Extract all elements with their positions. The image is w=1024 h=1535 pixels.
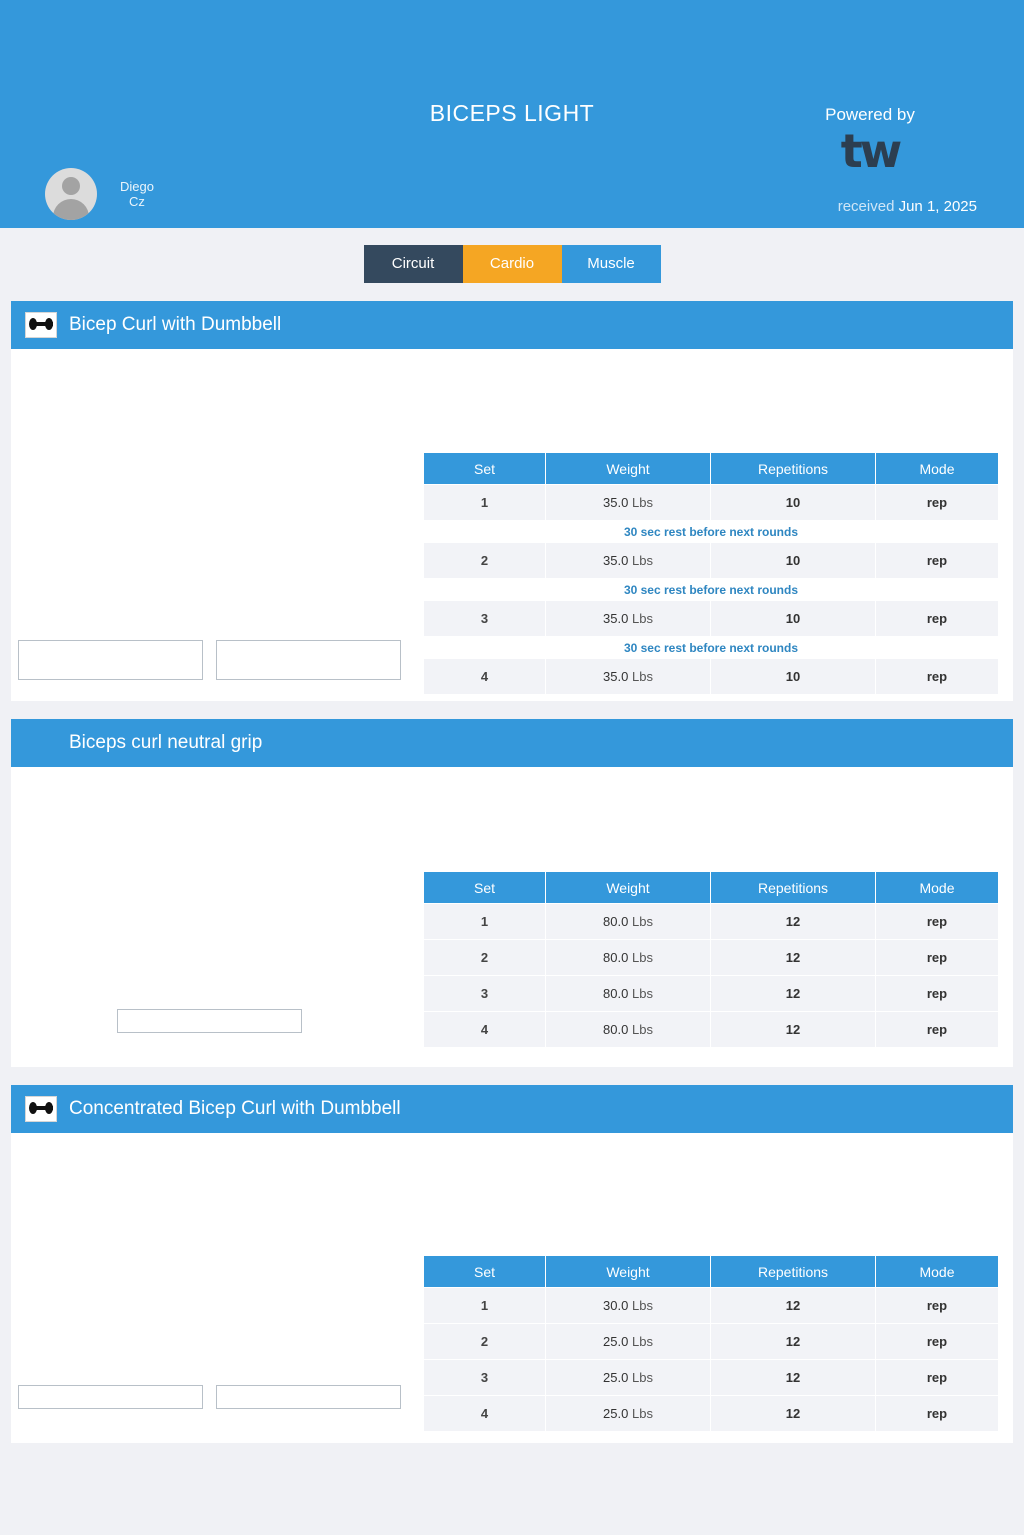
cell-set: 1 xyxy=(424,904,546,940)
weight-unit: Lbs xyxy=(631,986,653,1001)
weight-value: 80.0 xyxy=(603,1022,629,1037)
column-header-weight: Weight xyxy=(546,872,711,904)
table-row xyxy=(424,1360,999,1396)
cell-mode: rep xyxy=(876,1396,999,1432)
cell-weight xyxy=(546,1396,711,1432)
weight-unit: Lbs xyxy=(631,1370,653,1385)
column-header-set: Set xyxy=(424,1256,546,1288)
cell-repetitions: 10 xyxy=(711,659,876,695)
exercise-card xyxy=(11,1085,1013,1443)
cell-set: 4 xyxy=(424,1396,546,1432)
cell-mode: rep xyxy=(876,976,999,1012)
column-header-mode: Mode xyxy=(876,1256,999,1288)
exercise-body xyxy=(11,1133,1013,1443)
weight-unit: Lbs xyxy=(631,1298,653,1313)
weight-value: 35.0 xyxy=(603,495,629,510)
sets-table xyxy=(423,1255,999,1432)
rest-note-row xyxy=(424,579,999,601)
received-label: received xyxy=(837,198,895,215)
received-date: Jun 1, 2025 xyxy=(898,198,977,215)
cell-weight xyxy=(546,940,711,976)
cell-set: 3 xyxy=(424,976,546,1012)
cell-set: 4 xyxy=(424,1012,546,1048)
weight-unit: Lbs xyxy=(631,553,653,568)
tab-cardio[interactable]: Cardio xyxy=(463,245,562,283)
cell-mode: rep xyxy=(876,485,999,521)
weight-value: 80.0 xyxy=(603,914,629,929)
cell-repetitions: 12 xyxy=(711,1012,876,1048)
column-header-mode: Mode xyxy=(876,872,999,904)
cell-set: 4 xyxy=(424,659,546,695)
table-row xyxy=(424,904,999,940)
cell-set: 3 xyxy=(424,1360,546,1396)
table-row xyxy=(424,1288,999,1324)
cell-weight xyxy=(546,1012,711,1048)
exercise-body xyxy=(11,767,1013,1067)
cell-weight xyxy=(546,543,711,579)
avatar xyxy=(45,168,97,220)
exercise-card xyxy=(11,301,1013,701)
weight-unit: Lbs xyxy=(631,914,653,929)
page-header xyxy=(0,0,1024,228)
table-header-row xyxy=(424,1256,999,1288)
weight-value: 25.0 xyxy=(603,1406,629,1421)
weight-value: 80.0 xyxy=(603,986,629,1001)
exercise-body xyxy=(11,349,1013,701)
weight-value: 35.0 xyxy=(603,553,629,568)
cell-set: 2 xyxy=(424,1324,546,1360)
weight-value: 80.0 xyxy=(603,950,629,965)
cell-weight xyxy=(546,1288,711,1324)
cell-repetitions: 12 xyxy=(711,1360,876,1396)
exercise-title: Concentrated Bicep Curl with Dumbbell xyxy=(69,1098,401,1119)
column-header-repetitions: Repetitions xyxy=(711,1256,876,1288)
exercise-header xyxy=(11,301,1013,349)
exercise-title: Biceps curl neutral grip xyxy=(69,732,263,753)
media-placeholder-1[interactable] xyxy=(18,1385,203,1409)
table-row xyxy=(424,485,999,521)
cell-mode: rep xyxy=(876,1288,999,1324)
table-row xyxy=(424,1012,999,1048)
cell-repetitions: 12 xyxy=(711,904,876,940)
table-row xyxy=(424,976,999,1012)
cell-mode: rep xyxy=(876,659,999,695)
cell-weight xyxy=(546,485,711,521)
weight-unit: Lbs xyxy=(631,495,653,510)
sets-table-wrapper xyxy=(423,1255,998,1432)
column-header-weight: Weight xyxy=(546,1256,711,1288)
media-placeholder-2[interactable] xyxy=(216,1385,401,1409)
table-row xyxy=(424,1324,999,1360)
media-placeholder-1[interactable] xyxy=(117,1009,302,1033)
table-row xyxy=(424,543,999,579)
tab-circuit[interactable]: Circuit xyxy=(364,245,463,283)
cell-repetitions: 10 xyxy=(711,543,876,579)
weight-value: 35.0 xyxy=(603,669,629,684)
workout-type-tabs xyxy=(0,245,1024,283)
weight-unit: Lbs xyxy=(631,950,653,965)
page-title: BICEPS LIGHT xyxy=(429,100,595,126)
cell-mode: rep xyxy=(876,904,999,940)
column-header-repetitions: Repetitions xyxy=(711,453,876,485)
dumbbell-icon xyxy=(25,312,57,338)
sets-table-wrapper xyxy=(423,452,998,695)
media-placeholder-2[interactable] xyxy=(216,640,401,680)
cell-mode: rep xyxy=(876,1012,999,1048)
exercise-header xyxy=(11,1085,1013,1133)
cell-weight xyxy=(546,904,711,940)
sets-table xyxy=(423,452,999,695)
cell-weight xyxy=(546,659,711,695)
column-header-weight: Weight xyxy=(546,453,711,485)
column-header-set: Set xyxy=(424,872,546,904)
cell-mode: rep xyxy=(876,1324,999,1360)
weight-value: 30.0 xyxy=(603,1298,629,1313)
exercise-header xyxy=(11,719,1013,767)
media-placeholder-1[interactable] xyxy=(18,640,203,680)
cell-set: 3 xyxy=(424,601,546,637)
cell-repetitions: 10 xyxy=(711,485,876,521)
cell-mode: rep xyxy=(876,543,999,579)
rest-note: 30 sec rest before next rounds xyxy=(424,579,999,601)
weight-value: 25.0 xyxy=(603,1334,629,1349)
table-row xyxy=(424,940,999,976)
rest-note: 30 sec rest before next rounds xyxy=(424,637,999,659)
cell-weight xyxy=(546,601,711,637)
sets-table xyxy=(423,871,999,1048)
cell-set: 1 xyxy=(424,485,546,521)
user-profile[interactable] xyxy=(45,168,169,220)
column-header-mode: Mode xyxy=(876,453,999,485)
cell-weight xyxy=(546,1324,711,1360)
table-row xyxy=(424,601,999,637)
weight-unit: Lbs xyxy=(631,1022,653,1037)
column-header-set: Set xyxy=(424,453,546,485)
cell-mode: rep xyxy=(876,1360,999,1396)
cell-set: 2 xyxy=(424,543,546,579)
cell-repetitions: 12 xyxy=(711,976,876,1012)
weight-unit: Lbs xyxy=(631,1334,653,1349)
exercise-title: Bicep Curl with Dumbbell xyxy=(69,314,282,335)
rest-note: 30 sec rest before next rounds xyxy=(424,521,999,543)
rest-note-row xyxy=(424,637,999,659)
weight-unit: Lbs xyxy=(631,669,653,684)
received-date-block xyxy=(838,198,977,215)
user-last-name: Cz xyxy=(129,194,145,209)
user-first-name: Diego xyxy=(120,179,154,194)
weight-value: 35.0 xyxy=(603,611,629,626)
user-name xyxy=(105,179,169,209)
table-header-row xyxy=(424,872,999,904)
cell-mode: rep xyxy=(876,940,999,976)
cell-repetitions: 12 xyxy=(711,940,876,976)
trainingym-logo: tw xyxy=(840,124,900,178)
powered-by-label: Powered by xyxy=(825,105,915,124)
sets-table-wrapper xyxy=(423,871,998,1048)
cell-set: 1 xyxy=(424,1288,546,1324)
column-header-repetitions: Repetitions xyxy=(711,872,876,904)
cell-repetitions: 12 xyxy=(711,1396,876,1432)
dumbbell-icon xyxy=(25,1096,57,1122)
table-row xyxy=(424,659,999,695)
cell-repetitions: 12 xyxy=(711,1288,876,1324)
cell-set: 2 xyxy=(424,940,546,976)
exercise-card xyxy=(11,719,1013,1067)
cell-weight xyxy=(546,1360,711,1396)
cell-repetitions: 10 xyxy=(711,601,876,637)
weight-unit: Lbs xyxy=(631,1406,653,1421)
tab-muscle[interactable]: Muscle xyxy=(562,245,661,283)
cell-weight xyxy=(546,976,711,1012)
table-row xyxy=(424,1396,999,1432)
cell-repetitions: 12 xyxy=(711,1324,876,1360)
weight-value: 25.0 xyxy=(603,1370,629,1385)
cell-mode: rep xyxy=(876,601,999,637)
weight-unit: Lbs xyxy=(631,611,653,626)
rest-note-row xyxy=(424,521,999,543)
table-header-row xyxy=(424,453,999,485)
